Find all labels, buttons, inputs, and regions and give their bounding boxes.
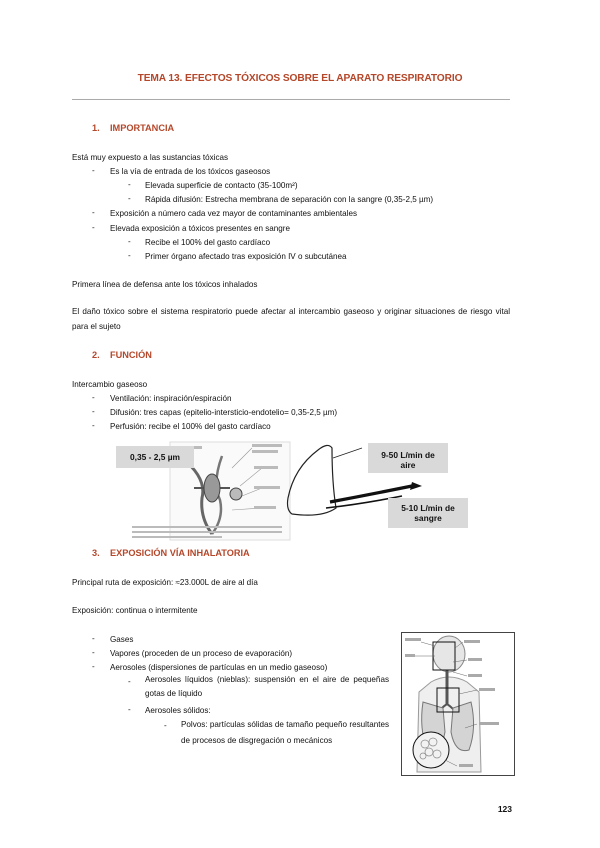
page-number: 123	[497, 804, 512, 814]
dash-bullet: -	[164, 721, 167, 730]
exposicion-vapores: Vapores (proceden de un proceso de evaporación)	[110, 649, 293, 658]
importancia-bullet-2: Exposición a número cada vez mayor de contaminantes ambientales	[110, 209, 357, 218]
air-flow-label	[368, 450, 448, 470]
section-title: EXPOSICIÓN VÍA INHALATORIA	[110, 548, 250, 558]
importancia-bullet-3: Elevada exposición a tóxicos presentes en sangre	[110, 224, 290, 233]
air-flow-line-1: 9-50 L/min de	[381, 450, 435, 460]
importancia-bullet-3b: Primer órgano afectado tras exposición IV o subcutánea	[145, 252, 347, 261]
importancia-bullet-3a: Recibe el 100% del gasto cardíaco	[145, 238, 271, 247]
dash-bullet: -	[128, 194, 131, 203]
dash-bullet: -	[128, 705, 131, 714]
defensa-text: Primera línea de defensa ante los tóxicos inhalados	[72, 280, 258, 289]
air-flow-line-2: aire	[400, 460, 416, 470]
dash-bullet: -	[128, 251, 131, 260]
section-heading-funcion	[92, 350, 152, 360]
membrane-thickness-label: 0,35 - 2,5 µm	[130, 452, 180, 462]
blood-flow-line-1: 5-10 L/min de	[401, 503, 455, 513]
exposicion-gases: Gases	[110, 635, 134, 644]
funcion-bullet-3: Perfusión: recibe el 100% del gasto cardíaco	[110, 422, 271, 431]
title-divider	[72, 99, 510, 100]
dash-bullet: -	[128, 237, 131, 246]
section-title: FUNCIÓN	[110, 350, 152, 360]
page-title: TEMA 13. EFECTOS TÓXICOS SOBRE EL APARATO RESPIRATORIO	[137, 73, 463, 84]
dash-bullet: -	[92, 421, 95, 430]
dash-bullet: -	[92, 208, 95, 217]
section-number: 1.	[92, 123, 100, 133]
section-number: 3.	[92, 548, 100, 558]
polvos-definition: Polvos: partículas sólidas de tamaño pequeño resultantes de procesos de disgregación o mecánicos	[181, 720, 389, 745]
dash-bullet: -	[92, 393, 95, 402]
dash-bullet: -	[92, 407, 95, 416]
tipo-exposicion: Exposición: continua o intermitente	[72, 606, 198, 615]
ruta-exposicion: Principal ruta de exposición: ≈23.000L de aire al día	[72, 578, 258, 587]
section-heading-exposicion	[92, 548, 250, 558]
respiratory-tract-figure	[401, 632, 515, 776]
aerosoles-solidos: Aerosoles sólidos:	[145, 706, 211, 715]
aerosoles-liquidos: Aerosoles líquidos (nieblas): suspensión en el aire de pequeñas gotas de líquido	[145, 675, 389, 698]
dash-bullet: -	[92, 634, 95, 643]
blood-flow-line-2: sangre	[414, 513, 442, 523]
dash-bullet: -	[128, 180, 131, 189]
blood-flow-label	[388, 503, 468, 523]
section-title: IMPORTANCIA	[110, 123, 175, 133]
dash-bullet: -	[92, 223, 95, 232]
importancia-bullet-1b: Rápida difusión: Estrecha membrana de separación con la sangre (0,35-2,5 µm)	[145, 195, 434, 204]
exposicion-aerosoles: Aerosoles (dispersiones de partículas en un medio gaseoso)	[110, 663, 328, 672]
dash-bullet: -	[92, 648, 95, 657]
importancia-bullet-1: Es la vía de entrada de los tóxicos gaseosos	[110, 167, 271, 176]
funcion-bullet-1: Ventilación: inspiración/espiración	[110, 394, 232, 403]
dash-bullet: -	[128, 677, 131, 686]
dano-paragraph: El daño tóxico sobre el sistema respiratorio puede afectar al intercambio gaseoso y originar situaciones de riesgo vital para el sujeto	[72, 307, 510, 331]
importancia-bullet-1a: Elevada superficie de contacto (35-100m²)	[145, 181, 298, 190]
section-number: 2.	[92, 350, 100, 360]
dash-bullet: -	[92, 662, 95, 671]
dash-bullet: -	[92, 166, 95, 175]
funcion-bullet-2: Difusión: tres capas (epitelio-intersticio-endotelio= 0,35-2,5 µm)	[110, 408, 338, 417]
importancia-intro: Está muy expuesto a las sustancias tóxicas	[72, 153, 229, 162]
section-heading-importancia	[92, 123, 174, 133]
funcion-intro: Intercambio gaseoso	[72, 380, 148, 389]
